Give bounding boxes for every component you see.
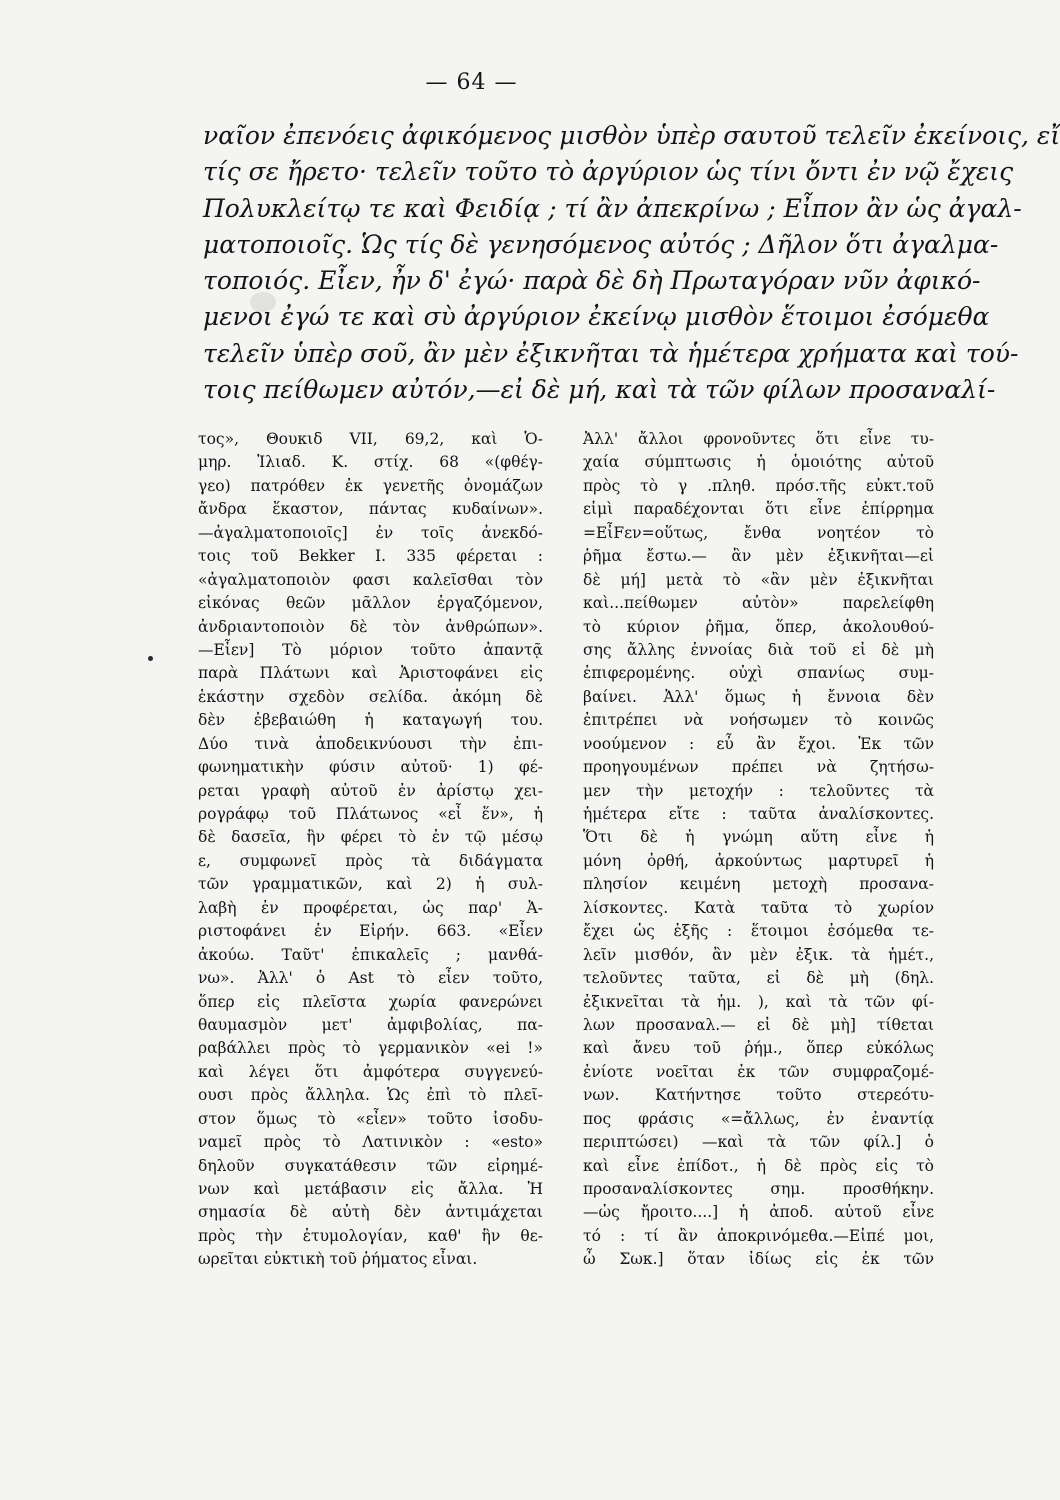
note-line: στον ὅμως τὸ «εἶεν» τοῦτο ἰσοδυ- xyxy=(198,1109,543,1128)
note-line: γεο) πατρόθεν ἐκ γενετῆς ὀνομάζων xyxy=(198,476,543,495)
note-line: προσαναλίσκοντες σημ. προσθήκην. xyxy=(583,1180,934,1198)
note-line: —Εἶεν] Τὸ μόριον τοῦτο ἀπαντᾷ xyxy=(198,640,543,659)
note-line: δὲ μή] μετὰ τὸ «ἂν μὲν ἐξικνῆται xyxy=(583,570,934,589)
note-line: ὅπερ εἰς πλεῖστα χωρία φανερώνει xyxy=(198,992,543,1011)
note-line: τῶν γραμματικῶν, καὶ 2) ἡ συλ- xyxy=(198,875,543,894)
note-line: νων. Κατήντησε τοῦτο στερεότυ- xyxy=(583,1086,934,1105)
note-line: λαβὴ ἐν προφέρεται, ὡς παρ' Ἀ- xyxy=(198,898,543,917)
main-text-line: τελεῖν ὑπὲρ σοῦ, ἂν μὲν ἐξικνῆται τὰ ἡμέτερα χρήματα καὶ τού- xyxy=(203,338,1019,368)
note-line: ρογράφῳ τοῦ Πλάτωνος «εἶ ἕν», ἡ xyxy=(198,805,543,823)
note-line: θαυμασμὸν μετ' ἀμφιβολίας, πα- xyxy=(198,1015,543,1034)
commentary-left-column xyxy=(198,428,543,1272)
note-line: πρὸς τὸ γ .πληθ. πρόσ.τῆς εὐκτ.τοῦ xyxy=(583,476,934,495)
note-line: μηρ. Ἰλιαδ. Κ. στίχ. 68 «(φθέγ- xyxy=(198,453,543,472)
note-line: τὸ κύριον ῥῆμα, ὅπερ, ἀκολουθού- xyxy=(583,617,934,636)
note-line: —ἀγαλματοποιοῖς] ἐν τοῖς ἀνεκδό- xyxy=(198,523,543,542)
note-line: ἄνδρα ἕκαστον, πάντας κυδαίνων». xyxy=(198,500,543,519)
note-line: ναμεῖ πρὸς τὸ Λατινικὸν : «esto» xyxy=(198,1133,543,1152)
paper-blemish xyxy=(250,292,276,312)
note-line: χαία σύμπτωσις ἡ ὁμοιότης αὐτοῦ xyxy=(583,453,934,472)
note-line: εἰκόνας θεῶν μᾶλλον ἐργαζόμενον, xyxy=(198,594,543,613)
note-line: —ὡς ἤροιτο....] ἡ ἀποδ. αὐτοῦ εἶνε xyxy=(583,1203,934,1222)
note-line: ριστοφάνει ἐν Εἰρήν. 663. «Εἶεν xyxy=(198,922,543,941)
note-line: ἔχει ὡς ἑξῆς : ἕτοιμοι ἐσόμεθα τε- xyxy=(583,922,934,941)
note-line: λων προσαναλ.— εἰ δὲ μὴ] τίθεται xyxy=(583,1015,934,1034)
note-line: Ἀλλ' ἄλλοι φρονοῦντες ὅτι εἶνε τυ- xyxy=(583,430,934,448)
main-text-line: Πολυκλείτῳ τε καὶ Φειδίᾳ ; τί ἂν ἀπεκρίνω ; Εἶπον ἂν ὡς ἀγαλ- xyxy=(203,193,1022,223)
note-line: «ἀγαλματοποιὸν φασι καλεῖσθαι τὸν xyxy=(198,570,543,589)
note-line: παρὰ Πλάτωνι καὶ Ἀριστοφάνει εἰς xyxy=(198,664,543,683)
note-line: ῥῆμα ἔστω.— ἂν μὲν ἐξικνῆται—εἰ xyxy=(583,547,934,566)
note-line: βαίνει. Ἀλλ' ὅμως ἡ ἔννοια δὲν xyxy=(583,687,934,706)
page-number: — 64 — xyxy=(425,70,518,95)
note-line: νων καὶ μετάβασιν εἰς ἄλλα. Ἡ xyxy=(198,1180,543,1198)
note-line: μεν τὴν μετοχήν : τελοῦντες τὰ xyxy=(583,781,934,800)
note-line: ουσι πρὸς ἄλληλα. Ὡς ἐπὶ τὸ πλεῖ- xyxy=(198,1086,543,1105)
main-text-line: τοις πείθωμεν αὐτόν,—εἰ δὲ μή, καὶ τὰ τῶν φίλων προσαναλί- xyxy=(203,375,996,405)
note-line: =ΕἶFεν=οὕτως, ἔνθα νοητέον τὸ xyxy=(583,523,934,542)
note-line: ρεται γραφὴ αὐτοῦ ἐν ἀρίστῳ χει- xyxy=(198,781,543,800)
note-line: ἀνδριαντοποιὸν δὲ τὸν ἀνθρώπων». xyxy=(198,617,543,636)
note-line: ἐπιτρέπει νὰ νοήσωμεν τὸ κοινῶς xyxy=(583,711,934,730)
note-line: νω». Ἀλλ' ὁ Ast τὸ εἶεν τοῦτο, xyxy=(198,969,543,988)
commentary-right-column xyxy=(583,428,934,1272)
main-text-line: τίς σε ἤρετο· τελεῖν τοῦτο τὸ ἀργύριον ὡς τίνι ὄντι ἐν νῷ ἔχεις xyxy=(203,157,1014,187)
main-text-line: ματοποιοῖς. Ὡς τίς δὲ γενησόμενος αὐτός ; Δῆλον ὅτι ἀγαλμα- xyxy=(203,229,999,259)
note-line: καὶ...πείθωμεν αὐτὸν» παρελείφθη xyxy=(583,594,934,613)
note-line: δὲ δασεῖα, ἣν φέρει τὸ ἐν τῷ μέσῳ xyxy=(198,828,543,847)
note-line: πος φράσις «=ἄλλως, ἐν ἐναντίᾳ xyxy=(583,1109,934,1128)
note-line: νοούμενον : εὖ ἂν ἔχοι. Ἐκ τῶν xyxy=(583,734,934,753)
note-line: καὶ εἶνε ἐπίδοτ., ἡ δὲ πρὸς εἰς τὸ xyxy=(583,1156,934,1175)
note-line: ἑκάστην σχεδὸν σελίδα. ἀκόμη δὲ xyxy=(198,687,543,706)
main-text-line: ναῖον ἐπενόεις ἀφικόμενος μισθὸν ὑπὲρ σαυτοῦ τελεῖν ἐκείνοις, εἴ xyxy=(203,121,1060,150)
note-line: μόνη ὀρθή, ἀρκούντως μαρτυρεῖ ἡ xyxy=(583,851,934,870)
note-line: λεῖν μισθόν, ἂν μὲν ἐξικ. τὰ ἡμέτ., xyxy=(583,945,934,964)
note-line: ἀκούω. Ταῦτ' ἐπικαλεῖς ; μανθά- xyxy=(198,945,543,964)
note-line: τος», Θουκιδ VII, 69,2, καὶ Ὁ- xyxy=(198,430,543,448)
note-line: ἐνίοτε νοεῖται ἐκ τῶν συμφραζομέ- xyxy=(583,1062,934,1081)
note-line: καὶ ἄνευ τοῦ ῥήμ., ὅπερ εὐκόλως xyxy=(583,1039,934,1058)
note-line: περιπτώσει) —καὶ τὰ τῶν φίλ.] ὁ xyxy=(583,1133,934,1152)
note-line: ραβάλλει πρὸς τὸ γερμανικὸν «ei !» xyxy=(198,1039,543,1058)
note-line: πρὸς τὴν ἐτυμολογίαν, καθ' ἣν θε- xyxy=(198,1226,543,1245)
note-line: δὲν ἐβεβαιώθη ἡ καταγωγή του. xyxy=(198,711,543,730)
note-line: πλησίον κειμένη μετοχὴ προσανα- xyxy=(583,875,934,894)
note-line: ἐπιφερομένης. οὐχὶ σπανίως συμ- xyxy=(583,664,934,683)
note-line: δηλοῦν συγκατάθεσιν τῶν εἰρημέ- xyxy=(198,1156,543,1175)
note-line: ἡμέτερα εἴτε : ταῦτα ἀναλίσκοντες. xyxy=(583,805,934,823)
main-text-line: τοποιός. Εἶεν, ἦν δ' ἐγώ· παρὰ δὲ δὴ Πρωταγόραν νῦν ἀφικό- xyxy=(203,266,981,296)
margin-dot xyxy=(148,656,153,661)
note-line: ἐξικνεῖται τὰ ἡμ. ), καὶ τὰ τῶν φί- xyxy=(583,992,934,1011)
note-line: καὶ λέγει ὅτι ἀμφότερα συγγενεύ- xyxy=(198,1062,543,1081)
note-line: Δύο τινὰ ἀποδεικνύουσι τὴν ἐπι- xyxy=(198,734,543,753)
note-line: ὦ Σωκ.] ὅταν ἰδίως εἰς ἐκ τῶν xyxy=(583,1250,934,1269)
note-line: εἰμὶ παραδέχονται ὅτι εἶνε ἐπίρρημα xyxy=(583,500,934,519)
note-line: τοις τοῦ Bekker I. 335 φέρεται : xyxy=(198,547,543,566)
note-line: τελοῦντες ταῦτα, εἰ δὲ μὴ (δηλ. xyxy=(583,969,934,988)
note-line: τό : τί ἂν ἀποκρινόμεθα.—Εἰπέ μοι, xyxy=(583,1226,934,1245)
note-line: σημασία δὲ αὐτὴ δὲν ἀντιμάχεται xyxy=(198,1203,543,1222)
note-line: ε, συμφωνεῖ πρὸς τὰ διδάγματα xyxy=(198,851,543,870)
note-line: λίσκοντες. Κατὰ ταῦτα τὸ χωρίον xyxy=(583,898,934,917)
note-line: σης ἄλλης ἐννοίας διὰ τοῦ εἰ δὲ μὴ xyxy=(583,640,934,659)
note-line: Ὅτι δὲ ἡ γνώμη αὕτη εἶνε ἡ xyxy=(583,828,934,847)
note-line: προηγουμένων πρέπει νὰ ζητήσω- xyxy=(583,758,934,777)
main-greek-text xyxy=(203,118,1060,408)
note-line: φωνηματικὴν φύσιν αὐτοῦ· 1) φέ- xyxy=(198,758,543,777)
main-text-line: μενοι ἐγώ τε καὶ σὺ ἀργύριον ἐκείνῳ μισθὸν ἕτοιμοι ἐσόμεθα xyxy=(203,302,990,332)
note-line: ωρεῖται εὐκτικὴ τοῦ ῥήματος εἶναι. xyxy=(198,1250,478,1269)
